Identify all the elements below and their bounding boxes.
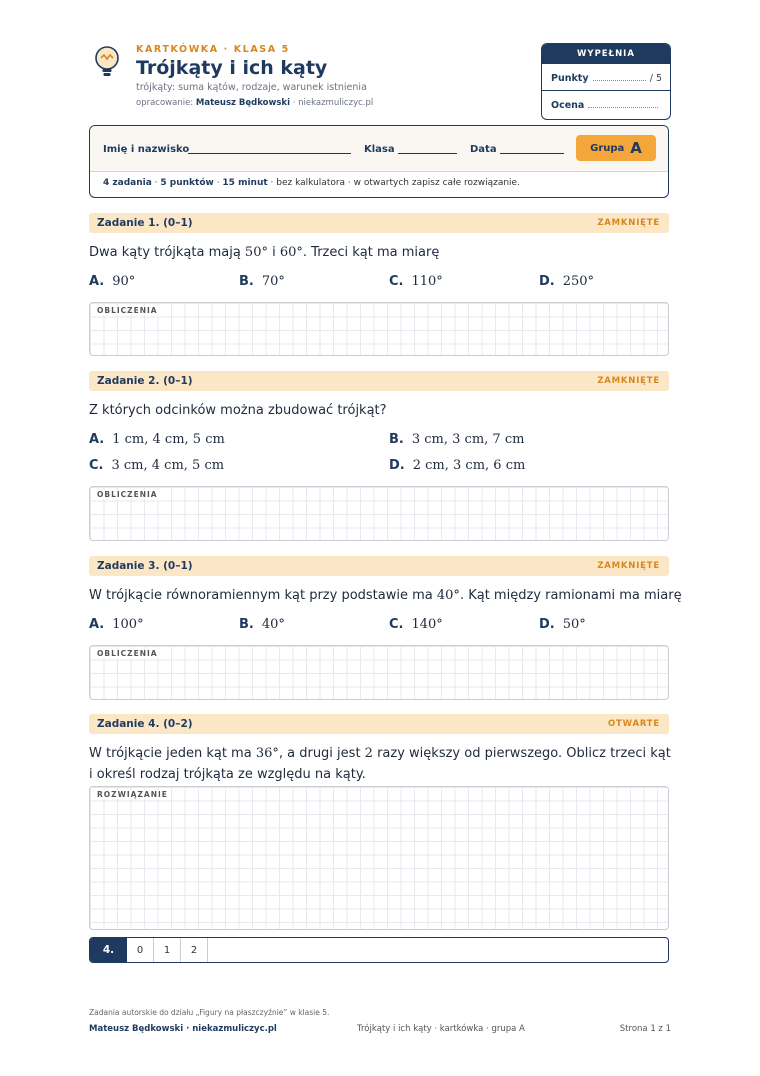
points-field[interactable] [593, 73, 646, 81]
date-label: Data [470, 144, 497, 155]
task-1-header [89, 213, 669, 233]
option-value: 2 cm, 3 cm, 6 cm [412, 458, 526, 473]
question-text: W trójkącie równoramiennym kąt przy podstawie ma [89, 588, 437, 603]
lightbulb-icon [92, 45, 122, 79]
option-value: 40° [261, 617, 285, 632]
task-2-option-b[interactable] [389, 432, 524, 447]
task-1-option-a[interactable] [89, 274, 135, 289]
task-2-header [89, 371, 669, 391]
grade-field[interactable] [588, 100, 658, 108]
points-max: / 5 [649, 73, 662, 84]
option-value: 50° [562, 617, 586, 632]
question-text: Dwa kąty trójkąta mają [89, 245, 245, 260]
teacher-box-title: WYPEŁNIA NAUCZYCIEL [542, 44, 670, 64]
task-4-header [89, 714, 669, 734]
score-option-1[interactable]: 1 [154, 938, 181, 962]
question-text: razy większy od pierwszego. Oblicz trzeci kąt [372, 746, 671, 761]
class-label: Klasa [364, 144, 395, 155]
option-letter: A. [89, 617, 105, 632]
task-1-title: Zadanie 1. (0–1) [97, 217, 193, 229]
task-2-option-a[interactable] [89, 432, 225, 447]
option-value: 140° [411, 617, 443, 632]
teacher-box [541, 43, 671, 120]
task-2-type: ZAMKNIĘTE [597, 376, 660, 386]
task-4-solution-area[interactable] [89, 786, 669, 930]
points-label: Punkty [551, 73, 589, 84]
option-value: 1 cm, 4 cm, 5 cm [112, 432, 225, 447]
question-text: . Trzeci kąt ma miarę [302, 245, 440, 260]
task-3-header [89, 556, 669, 576]
page-title: Trójkąty i ich kąty [136, 57, 328, 79]
question-text: i [267, 245, 280, 260]
task-1-work-area[interactable] [89, 302, 669, 356]
task-3-option-b[interactable] [239, 617, 285, 632]
footer-author: Mateusz Będkowski · niekazmuliczyc.pl [89, 1024, 277, 1034]
option-letter: C. [389, 274, 404, 289]
summary-separator: · [151, 178, 161, 188]
option-letter: C. [89, 458, 104, 473]
task-1-option-c[interactable] [389, 274, 443, 289]
option-letter: B. [389, 432, 404, 447]
question-text: , a drugi jest [278, 746, 365, 761]
summary-points: 5 punktów [160, 178, 214, 188]
option-letter: A. [89, 274, 105, 289]
author-site: · niekazmuliczyc.pl [292, 98, 374, 108]
task-2-title: Zadanie 2. (0–1) [97, 375, 193, 387]
option-letter: D. [539, 617, 555, 632]
task-2-work-area[interactable] [89, 486, 669, 541]
option-letter: B. [239, 274, 254, 289]
task-2-option-d[interactable] [389, 458, 525, 473]
option-letter: D. [539, 274, 555, 289]
name-label: Imię i nazwisko [103, 144, 190, 155]
class-field[interactable] [398, 153, 457, 154]
student-info-fields [90, 126, 668, 172]
date-field[interactable] [500, 153, 564, 154]
author-line [136, 98, 373, 108]
task-1-question [89, 245, 439, 260]
summary-time: 15 minut [222, 178, 268, 188]
test-summary [103, 178, 520, 188]
work-area-label: ROZWIĄZANIE [97, 790, 168, 799]
math-value: 50° [244, 245, 268, 260]
option-value: 100° [112, 617, 144, 632]
points-row [551, 73, 662, 84]
option-letter: C. [389, 617, 404, 632]
page-subtitle: trójkąty: suma kątów, rodzaje, warunek istnienia [136, 82, 367, 93]
task-4-question [89, 746, 671, 761]
work-area-label: OBLICZENIA [97, 490, 158, 499]
score-option-0[interactable]: 0 [127, 938, 154, 962]
group-label: Grupa [590, 142, 625, 154]
grade-row [551, 100, 662, 111]
divider [542, 90, 670, 91]
task-2-question: Z których odcinków można zbudować trójkąt? [89, 403, 387, 418]
option-value: 90° [112, 274, 136, 289]
group-value: A [630, 139, 642, 157]
option-value: 70° [261, 274, 285, 289]
task-3-option-c[interactable] [389, 617, 443, 632]
task-3-option-a[interactable] [89, 617, 144, 632]
task-4-title: Zadanie 4. (0–2) [97, 718, 193, 730]
option-value: 3 cm, 3 cm, 7 cm [411, 432, 525, 447]
math-value: 60° [279, 245, 303, 260]
task-3-title: Zadanie 3. (0–1) [97, 560, 193, 572]
task-3-question [89, 588, 682, 603]
summary-separator: · [213, 178, 223, 188]
option-value: 110° [411, 274, 443, 289]
option-letter: D. [389, 458, 405, 473]
work-area-label: OBLICZENIA [97, 306, 158, 315]
footer-note: Zadania autorskie do działu „Figury na płaszczyźnie” w klasie 5. [89, 1008, 330, 1017]
grade-label: Ocena [551, 100, 585, 111]
math-value: 36° [255, 746, 279, 761]
task-3-type: ZAMKNIĘTE [597, 561, 660, 571]
task-3-work-area[interactable] [89, 645, 669, 700]
task-3-option-d[interactable] [539, 617, 586, 632]
task-1-option-b[interactable] [239, 274, 285, 289]
task-1-option-d[interactable] [539, 274, 594, 289]
option-letter: A. [89, 432, 105, 447]
task-4-type: OTWARTE [608, 719, 660, 729]
question-text: . Kąt między ramionami ma miarę [459, 588, 682, 603]
score-task-number: 4. [90, 938, 127, 962]
option-value: 250° [562, 274, 595, 289]
math-value: 2 [364, 746, 373, 761]
group-badge [576, 135, 656, 161]
author-prefix: opracowanie: [136, 98, 194, 108]
option-letter: B. [239, 617, 254, 632]
option-value: 3 cm, 4 cm, 5 cm [111, 458, 225, 473]
summary-rest: · bez kalkulatora · w otwartych zapisz całe rozwiązanie. [267, 178, 520, 188]
footer-page-number: Strona 1 z 1 [619, 1024, 671, 1034]
task-2-option-c[interactable] [89, 458, 224, 473]
author-name: Mateusz Będkowski [195, 98, 291, 108]
name-field[interactable] [188, 153, 351, 154]
question-text: W trójkącie jeden kąt ma [89, 746, 256, 761]
task-4-score-strip [89, 937, 669, 963]
task-1-type: ZAMKNIĘTE [597, 218, 660, 228]
summary-tasks: 4 zadania [103, 178, 152, 188]
math-value: 40° [436, 588, 460, 603]
worksheet-kicker: KARTKÓWKA · KLASA 5 [136, 44, 290, 55]
student-info-box [89, 125, 669, 198]
work-area-label: OBLICZENIA [97, 649, 158, 658]
footer-title: Trójkąty i ich kąty · kartkówka · grupa A [357, 1024, 525, 1034]
task-4-question-line-2: i określ rodzaj trójkąta ze względu na kąty. [89, 767, 366, 782]
score-option-2[interactable]: 2 [181, 938, 208, 962]
